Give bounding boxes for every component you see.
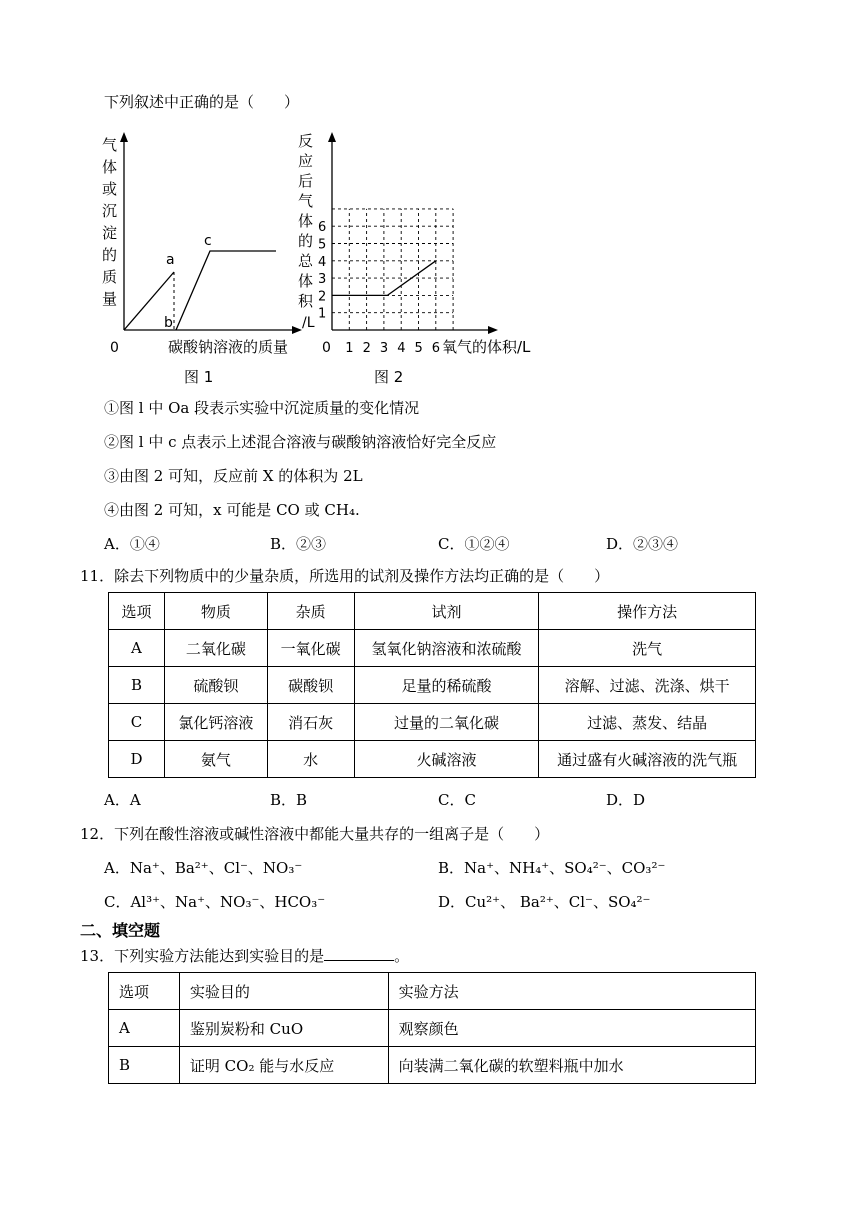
table-header-row: [109, 593, 756, 630]
q12-option-d: D．Cu²⁺、 Ba²⁺、Cl⁻、SO₄²⁻: [438, 893, 651, 911]
fig1-caption: 图 1: [184, 368, 214, 386]
q10-option-c: C．①②④: [438, 535, 510, 553]
q13-stem-text: 13．下列实验方法能达到实验目的是: [80, 947, 325, 965]
table-cell: C: [109, 704, 165, 741]
fig1-ylabel-char: 或: [102, 180, 118, 198]
table-header: 实验方法: [388, 973, 755, 1010]
fig1-xlabel: 碳酸钠溶液的质量: [168, 338, 289, 356]
fig1-point-b: b: [164, 315, 173, 331]
table-cell: 火碱溶液: [354, 741, 539, 778]
fig2-ytick: 3: [318, 272, 327, 288]
q11-option-c: C．C: [438, 791, 476, 809]
table-cell: 洗气: [539, 630, 756, 667]
q10-option-d: D．②③④: [606, 535, 679, 553]
table-cell: B: [109, 667, 165, 704]
table-cell: 过滤、蒸发、结晶: [539, 704, 756, 741]
q10-option-b: B．②③: [270, 535, 327, 553]
fig2-ylabel-char: 总: [298, 252, 314, 270]
q11-option-b: B．B: [270, 791, 308, 809]
statement-3: ③由图 2 可知，反应前 X 的体积为 2L: [104, 467, 363, 485]
table-cell: 通过盛有火碱溶液的洗气瓶: [539, 741, 756, 778]
table-cell: 证明 CO₂ 能与水反应: [179, 1047, 388, 1084]
table-cell: 向装满二氧化碳的软塑料瓶中加水: [388, 1047, 755, 1084]
fig2-ylabel-char: 体: [298, 212, 314, 230]
q12-option-a: A．Na⁺、Ba²⁺、Cl⁻、NO₃⁻: [104, 859, 303, 877]
table-row: [109, 1047, 756, 1084]
q13-stem: [80, 946, 409, 966]
fig2-ylabel-char: 体: [298, 272, 314, 290]
fig2-ylabel-char: 积: [298, 292, 314, 310]
table-cell: 氯化钙溶液: [164, 704, 267, 741]
fig2-xtick: 1: [345, 341, 354, 356]
fig2-ylabel-char: 反: [298, 132, 314, 150]
fig1-ylabel-char: 量: [102, 290, 118, 308]
fig1-ylabel-char: 沉: [102, 202, 118, 220]
table-cell: 一氧化碳: [267, 630, 354, 667]
fig1-point-a: a: [166, 252, 175, 268]
fig2-xtick: 6: [431, 341, 441, 356]
q11-stem: 11．除去下列物质中的少量杂质，所选用的试剂及操作方法均正确的是（ ）: [80, 567, 610, 585]
table-header: 物质: [164, 593, 267, 630]
table-cell: 消石灰: [267, 704, 354, 741]
table-cell: A: [109, 630, 165, 667]
q13-stem-end: 。: [394, 947, 410, 965]
table-cell: 水: [267, 741, 354, 778]
fig1-bc-line: [176, 251, 276, 330]
table-row: [109, 630, 756, 667]
table-cell: D: [109, 741, 165, 778]
q12-option-b: B．Na⁺、NH₄⁺、SO₄²⁻、CO₃²⁻: [438, 859, 666, 877]
fig1-ylabel-char: 的: [102, 246, 118, 264]
fig2-ylabel-char: 气: [298, 192, 314, 210]
question-intro: 下列叙述中正确的是（ ）: [104, 93, 300, 111]
fig2-ytick: 2: [318, 289, 327, 305]
table-header: 选项: [109, 973, 180, 1010]
fig2-data-line: [332, 261, 436, 296]
table-cell: 碳酸钡: [267, 667, 354, 704]
q11-option-a: A．A: [104, 791, 141, 809]
table-header-row: [109, 973, 756, 1010]
fig1-ylabel-char: 体: [102, 158, 118, 176]
fig1-ylabel-char: 质: [102, 268, 118, 286]
table-row: [109, 1010, 756, 1047]
table-row: [109, 704, 756, 741]
fig1-ylabel-char: 淀: [102, 224, 118, 242]
statement-1: ①图 l 中 Oa 段表示实验中沉淀质量的变化情况: [104, 399, 420, 417]
statement-4: ④由图 2 可知，x 可能是 CO 或 CH₄.: [104, 501, 360, 519]
q11-option-d: D．D: [606, 791, 646, 809]
table-cell: B: [109, 1047, 180, 1084]
section-heading: 二、填空题: [80, 921, 161, 940]
fig2-ylabel-char: 应: [298, 152, 314, 170]
q10-option-a: A．①④: [104, 535, 160, 553]
fig2-ytick: 6: [318, 220, 327, 236]
fig2-ytick: 1: [318, 306, 327, 322]
fig2-xlabel: 氧气的体积/L: [442, 338, 531, 356]
table-row: [109, 667, 756, 704]
figure-2: [296, 120, 546, 390]
table-header: 操作方法: [539, 593, 756, 630]
table-header: 选项: [109, 593, 165, 630]
fig2-ylabel-char: 后: [298, 172, 314, 190]
table-header: 实验目的: [179, 973, 388, 1010]
fig2-xtick: 4: [397, 341, 406, 356]
fig2-xtick: 5: [414, 341, 423, 356]
q12-stem: 12．下列在酸性溶液或碱性溶液中都能大量共存的一组离子是（ ）: [80, 825, 550, 843]
table-cell: 足量的稀硫酸: [354, 667, 539, 704]
table-row: [109, 741, 756, 778]
table-header: 试剂: [354, 593, 539, 630]
fig2-origin: 0: [322, 340, 331, 356]
table-cell: A: [109, 1010, 180, 1047]
table-cell: 氨气: [164, 741, 267, 778]
q11-table: [108, 592, 756, 778]
answer-blank[interactable]: [324, 946, 394, 961]
fig1-origin: 0: [110, 340, 119, 356]
fig1-point-c: c: [204, 233, 212, 249]
table-cell: 硫酸钡: [164, 667, 267, 704]
fig2-ytick: 5: [318, 237, 327, 253]
q13-table: [108, 972, 756, 1084]
table-header: 杂质: [267, 593, 354, 630]
q12-option-c: C．Al³⁺、Na⁺、NO₃⁻、HCO₃⁻: [104, 893, 326, 911]
fig2-xtick: 3: [379, 341, 389, 356]
table-cell: 二氧化碳: [164, 630, 267, 667]
fig2-caption: 图 2: [374, 368, 404, 386]
table-cell: 鉴别炭粉和 CuO: [179, 1010, 388, 1047]
table-cell: 氢氧化钠溶液和浓硫酸: [354, 630, 539, 667]
table-cell: 过量的二氧化碳: [354, 704, 539, 741]
fig2-ylabel-unit: /L: [302, 315, 315, 331]
fig2-ytick: 4: [318, 254, 327, 270]
fig1-ylabel-char: 气: [102, 136, 118, 154]
table-cell: 溶解、过滤、洗涤、烘干: [539, 667, 756, 704]
figure-1: [90, 120, 310, 390]
fig2-ylabel-char: 的: [298, 232, 314, 250]
table-cell: 观察颜色: [388, 1010, 755, 1047]
statement-2: ②图 l 中 c 点表示上述混合溶液与碳酸钠溶液恰好完全反应: [104, 433, 497, 451]
fig2-xtick: 2: [362, 341, 371, 356]
